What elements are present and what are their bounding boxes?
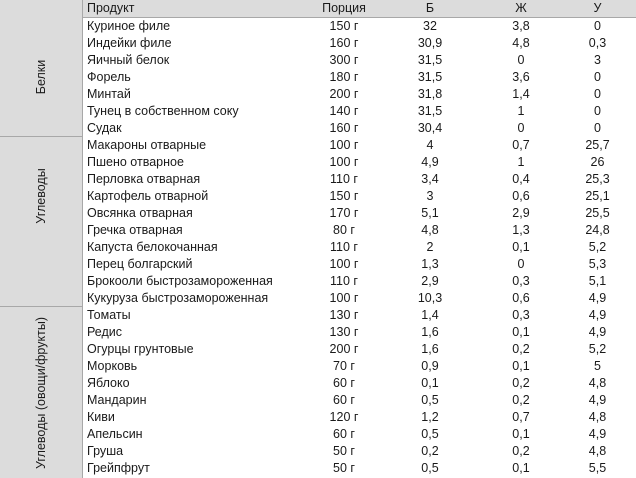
- table-row: [83, 460, 636, 477]
- product-cell: Капуста белокочанная: [87, 240, 218, 254]
- table-row: [83, 443, 636, 460]
- fat-cell: 1: [517, 104, 525, 118]
- carbs-cell: 26: [590, 155, 605, 169]
- protein-cell: 30,4: [417, 121, 443, 135]
- product-cell: Брокооли быстрозамороженная: [87, 274, 273, 288]
- protein-cell: 31,5: [417, 104, 443, 118]
- product-cell: Морковь: [87, 359, 138, 373]
- table-row: [83, 375, 636, 392]
- portion-cell: 130 г: [329, 308, 359, 322]
- portion-cell: 70 г: [333, 359, 355, 373]
- product-cell: Грейпфрут: [87, 461, 150, 475]
- protein-cell: 0,5: [421, 393, 439, 407]
- protein-cell: 31,8: [417, 87, 443, 101]
- product-cell: Куриное филе: [87, 19, 171, 33]
- protein-cell: 1,2: [421, 410, 439, 424]
- fat-cell: 4,8: [512, 36, 530, 50]
- portion-cell: 110 г: [330, 240, 358, 254]
- table-row: [83, 290, 636, 307]
- fat-cell: 0,1: [512, 240, 530, 254]
- fat-cell: 0: [517, 121, 525, 135]
- carbs-cell: 0: [594, 70, 601, 84]
- fat-cell: 0: [517, 257, 525, 271]
- protein-cell: 0,1: [421, 376, 439, 390]
- carbs-cell: 4,8: [588, 376, 607, 390]
- product-cell: Перловка отварная: [87, 172, 201, 186]
- table-row: [83, 358, 636, 375]
- table-row: [83, 154, 636, 171]
- header-protein: Б: [425, 1, 435, 15]
- portion-cell: 50 г: [333, 461, 355, 475]
- table-row: [83, 69, 636, 86]
- product-cell: Макароны отварные: [87, 138, 207, 152]
- fat-cell: 1,4: [512, 87, 530, 101]
- portion-cell: 120 г: [329, 410, 359, 424]
- table-row: [83, 137, 636, 154]
- protein-cell: 0,5: [421, 427, 439, 441]
- table-row: [83, 307, 636, 324]
- table-row: [83, 188, 636, 205]
- table-row: [83, 273, 636, 290]
- product-cell: Редис: [87, 325, 122, 339]
- group-label-text: Углеводы: [34, 168, 48, 224]
- header-portion: Порция: [322, 1, 366, 15]
- carbs-cell: 5,2: [588, 240, 607, 254]
- product-cell: Тунец в собственном соку: [87, 104, 239, 118]
- header-fat: Ж: [515, 1, 527, 15]
- fat-cell: 0,1: [512, 427, 530, 441]
- portion-cell: 80 г: [333, 223, 355, 237]
- fat-cell: 0,1: [512, 461, 530, 475]
- portion-cell: 110 г: [330, 274, 358, 288]
- carbs-cell: 5,5: [588, 461, 607, 475]
- table-row: [83, 18, 636, 35]
- carbs-cell: 25,7: [585, 138, 610, 152]
- product-cell: Перец болгарский: [87, 257, 193, 271]
- product-cell: Овсянка отварная: [87, 206, 193, 220]
- carbs-cell: 4,9: [588, 291, 607, 305]
- fat-cell: 0,1: [512, 359, 530, 373]
- carbs-cell: 0: [594, 87, 601, 101]
- protein-cell: 31,5: [417, 53, 443, 67]
- fat-cell: 0,6: [512, 189, 530, 203]
- product-cell: Апельсин: [87, 427, 143, 441]
- protein-cell: 2,9: [421, 274, 439, 288]
- portion-cell: 100 г: [329, 257, 359, 271]
- table-row: [83, 35, 636, 52]
- protein-cell: 30,9: [417, 36, 443, 50]
- fat-cell: 0,2: [512, 376, 530, 390]
- fat-cell: 0,7: [512, 410, 530, 424]
- table-row: [83, 392, 636, 409]
- carbs-cell: 4,9: [588, 427, 607, 441]
- carbs-cell: 4,8: [588, 410, 607, 424]
- carbs-cell: 25,5: [585, 206, 610, 220]
- portion-cell: 160 г: [329, 121, 359, 135]
- fat-cell: 0,2: [512, 342, 530, 356]
- product-cell: Яблоко: [87, 376, 130, 390]
- fat-cell: 0,2: [512, 393, 530, 407]
- product-cell: Груша: [87, 444, 124, 458]
- fat-cell: 0,4: [512, 172, 530, 186]
- table-row: [83, 341, 636, 358]
- portion-cell: 110 г: [330, 172, 358, 186]
- carbs-cell: 4,8: [588, 444, 607, 458]
- product-cell: Судак: [87, 121, 122, 135]
- product-cell: Киви: [87, 410, 115, 424]
- fat-cell: 0,3: [512, 308, 530, 322]
- portion-cell: 130 г: [329, 325, 359, 339]
- carbs-cell: 4,9: [588, 393, 607, 407]
- carbs-cell: 5,3: [588, 257, 607, 271]
- portion-cell: 160 г: [329, 36, 359, 50]
- table-header: [83, 0, 636, 18]
- protein-cell: 3: [426, 189, 434, 203]
- carbs-cell: 0: [594, 104, 601, 118]
- table-row: [83, 426, 636, 443]
- protein-cell: 2: [426, 240, 434, 254]
- header-product: Продукт: [87, 1, 135, 15]
- protein-cell: 4,9: [421, 155, 439, 169]
- carbs-cell: 5,2: [588, 342, 607, 356]
- table-row: [83, 120, 636, 137]
- group-sidebar: [0, 0, 83, 478]
- portion-cell: 200 г: [329, 87, 359, 101]
- product-cell: Минтай: [87, 87, 131, 101]
- carbs-cell: 3: [594, 53, 601, 67]
- table-row: [83, 86, 636, 103]
- portion-cell: 180 г: [329, 70, 359, 84]
- group-label-veg-fruit: [0, 307, 82, 478]
- portion-cell: 140 г: [329, 104, 359, 118]
- fat-cell: 3,8: [512, 19, 530, 33]
- table-row: [83, 103, 636, 120]
- portion-cell: 200 г: [329, 342, 359, 356]
- group-label-text: Углеводы (овощи/фрукты): [34, 316, 48, 469]
- table-row: [83, 222, 636, 239]
- product-cell: Пшено отварное: [87, 155, 184, 169]
- protein-cell: 3,4: [421, 172, 439, 186]
- protein-cell: 0,5: [421, 461, 439, 475]
- product-cell: Гречка отварная: [87, 223, 183, 237]
- table-row: [83, 409, 636, 426]
- protein-cell: 1,6: [421, 325, 439, 339]
- carbs-cell: 5: [594, 359, 601, 373]
- portion-cell: 150 г: [329, 19, 359, 33]
- fat-cell: 0,7: [512, 138, 530, 152]
- protein-cell: 1,6: [421, 342, 439, 356]
- carbs-cell: 25,1: [585, 189, 610, 203]
- portion-cell: 300 г: [329, 53, 359, 67]
- group-label-proteins: [0, 17, 82, 136]
- protein-cell: 0,2: [421, 444, 439, 458]
- fat-cell: 3,6: [512, 70, 530, 84]
- carbs-cell: 0: [594, 121, 601, 135]
- carbs-cell: 24,8: [585, 223, 610, 237]
- protein-cell: 10,3: [417, 291, 443, 305]
- table-row: [83, 171, 636, 188]
- carbs-cell: 4,9: [588, 325, 607, 339]
- product-cell: Форель: [87, 70, 131, 84]
- portion-cell: 50 г: [333, 444, 355, 458]
- carbs-cell: 0: [594, 19, 601, 33]
- portion-cell: 100 г: [329, 155, 359, 169]
- fat-cell: 0,1: [512, 325, 530, 339]
- protein-cell: 1,3: [421, 257, 439, 271]
- fat-cell: 1: [517, 155, 525, 169]
- portion-cell: 100 г: [329, 291, 359, 305]
- product-cell: Картофель отварной: [87, 189, 209, 203]
- portion-cell: 150 г: [329, 189, 359, 203]
- carbs-cell: 4,9: [588, 308, 607, 322]
- fat-cell: 0,6: [512, 291, 530, 305]
- fat-cell: 0,2: [512, 444, 530, 458]
- protein-cell: 31,5: [417, 70, 443, 84]
- protein-cell: 4: [426, 138, 434, 152]
- product-cell: Кукуруза быстрозамороженная: [87, 291, 269, 305]
- table-row: [83, 205, 636, 222]
- portion-cell: 100 г: [329, 138, 359, 152]
- table-row: [83, 324, 636, 341]
- protein-cell: 1,4: [421, 308, 439, 322]
- table-row: [83, 239, 636, 256]
- fat-cell: 0,3: [512, 274, 530, 288]
- protein-cell: 32: [423, 19, 437, 33]
- group-label-text: Белки: [34, 59, 48, 94]
- fat-cell: 2,9: [512, 206, 530, 220]
- portion-cell: 60 г: [333, 393, 355, 407]
- portion-cell: 60 г: [333, 427, 355, 441]
- carbs-cell: 0,3: [588, 36, 607, 50]
- group-label-carbs: [0, 137, 82, 255]
- product-cell: Яичный белок: [87, 53, 170, 67]
- carbs-cell: 5,1: [588, 274, 607, 288]
- protein-cell: 4,8: [421, 223, 439, 237]
- table-body: [83, 18, 636, 477]
- portion-cell: 60 г: [333, 376, 355, 390]
- fat-cell: 0: [517, 53, 525, 67]
- product-cell: Огурцы грунтовые: [87, 342, 194, 356]
- table-row: [83, 256, 636, 273]
- protein-cell: 0,9: [421, 359, 439, 373]
- fat-cell: 1,3: [512, 223, 530, 237]
- table-row: [83, 52, 636, 69]
- product-cell: Томаты: [87, 308, 131, 322]
- product-cell: Мандарин: [87, 393, 147, 407]
- portion-cell: 170 г: [329, 206, 359, 220]
- protein-cell: 5,1: [421, 206, 439, 220]
- header-carbs: У: [593, 1, 602, 15]
- product-cell: Индейки филе: [87, 36, 172, 50]
- carbs-cell: 25,3: [585, 172, 610, 186]
